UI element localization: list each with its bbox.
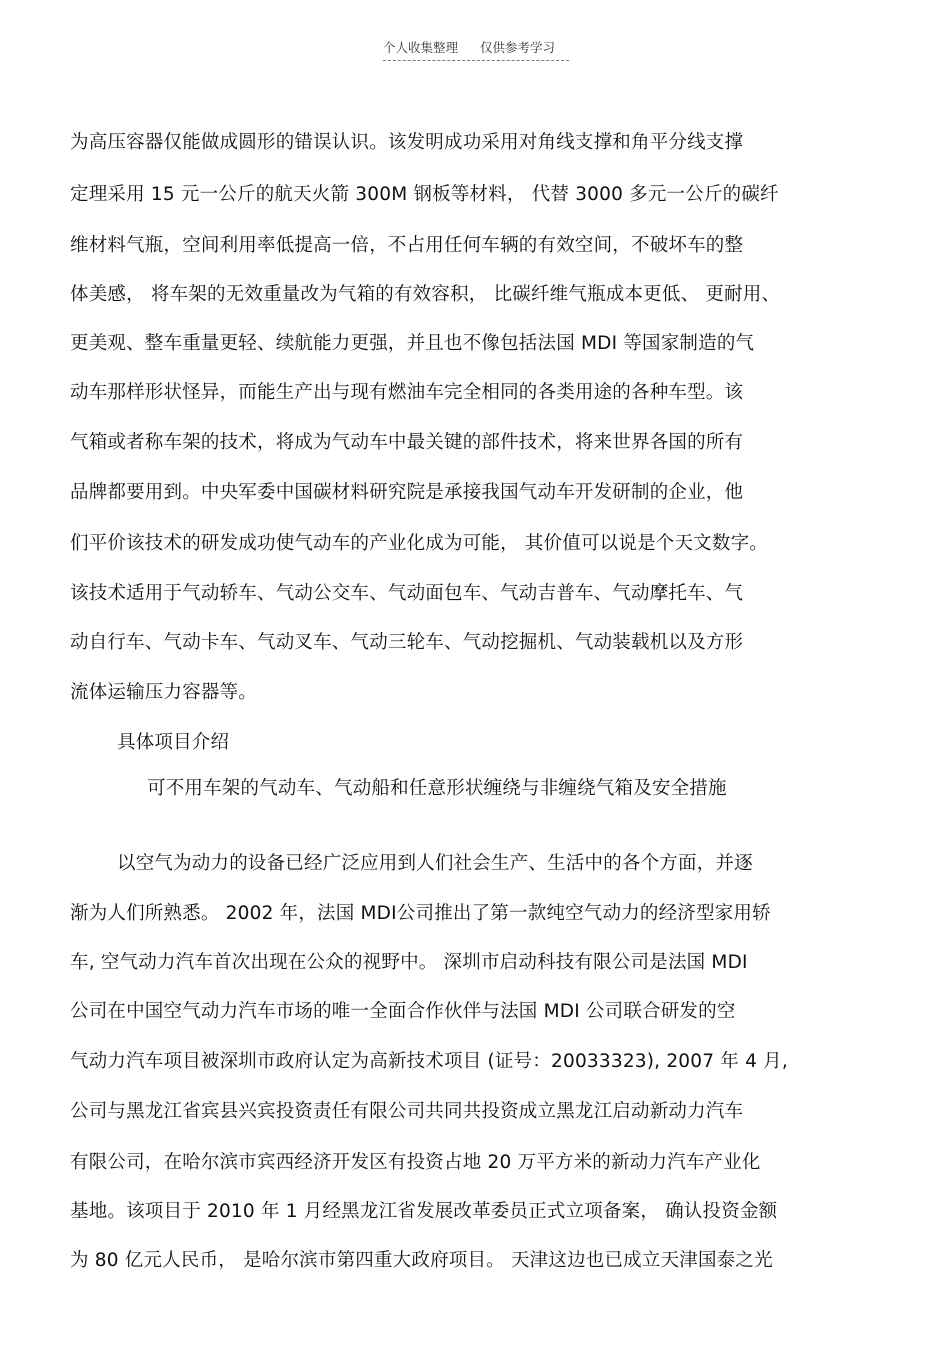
section-subheading: 可不用车架的气动车、气动船和任意形状缠绕与非缠绕气箱及安全措施 — [147, 778, 727, 799]
body-line: 们平价该技术的研发成功使气动车的产业化成为可能， 其价值可以说是个天文数字。 — [70, 533, 768, 554]
body2-line: 以空气为动力的设备已经广泛应用到人们社会生产、生活中的各个方面，并逐 — [117, 853, 753, 874]
body-line: 流体运输压力容器等。 — [70, 682, 258, 703]
body-line: 气箱或者称车架的技术，将成为气动车中最关键的部件技术，将来世界各国的所有 — [70, 432, 744, 453]
body-line: 体美感， 将车架的无效重量改为气箱的有效容积， 比碳纤维气瓶成本更低、 更耐用、 — [70, 284, 781, 305]
body2-line: 渐为人们所熟悉。 2002 年，法国 MDI公司推出了第一款纯空气动力的经济型家用轿 — [70, 903, 771, 924]
body-line: 该技术适用于气动轿车、气动公交车、气动面包车、气动吉普车、气动摩托车、气 — [70, 583, 744, 604]
header-left-text: 个人收集整理 — [383, 40, 459, 55]
body-line: 动车那样形状怪异，而能生产出与现有燃油车完全相同的各类用途的各种车型。该 — [70, 382, 744, 403]
page-header — [383, 38, 569, 61]
body-line: 更美观、整车重量更轻、续航能力更强，并且也不像包括法国 MDI 等国家制造的气 — [70, 333, 755, 354]
section-heading: 具体项目介绍 — [117, 732, 230, 753]
body2-line: 基地。该项目于 2010 年 1 月经黑龙江省发展改革委员正式立项备案， 确认投资金额 — [70, 1201, 778, 1222]
body2-line: 为 80 亿元人民币， 是哈尔滨市第四重大政府项目。 天津这边也已成立天津国泰之光 — [70, 1250, 773, 1271]
body2-line: 车, 空气动力汽车首次出现在公众的视野中。 深圳市启动科技有限公司是法国 MDI — [70, 952, 748, 973]
body2-line: 有限公司，在哈尔滨市宾西经济开发区有投资占地 20 万平方米的新动力汽车产业化 — [70, 1152, 761, 1173]
body2-line: 公司在中国空气动力汽车市场的唯一全面合作伙伴与法国 MDI 公司联合研发的空 — [70, 1001, 736, 1022]
body2-line: 气动力汽车项目被深圳市政府认定为高新技术项目 (证号：20033323), 2007 年 4 月, — [70, 1051, 788, 1072]
body-line: 为高压容器仅能做成圆形的错误认识。该发明成功采用对角线支撑和角平分线支撑 — [70, 132, 744, 153]
body-line: 维材料气瓶，空间利用率低提高一倍，不占用任何车辆的有效空间，不破坏车的整 — [70, 235, 744, 256]
body-line: 品牌都要用到。中央军委中国碳材料研究院是承接我国气动车开发研制的企业，他 — [70, 482, 744, 503]
body-line: 定理采用 15 元一公斤的航天火箭 300M 钢板等材料， 代替 3000 多元一公斤的碳纤 — [70, 184, 779, 205]
body2-line: 公司与黑龙江省宾县兴宾投资责任有限公司共同共投资成立黑龙江启动新动力汽车 — [70, 1101, 744, 1122]
header-right-text: 仅供参考学习 — [480, 40, 556, 55]
body-line: 动自行车、气动卡车、气动叉车、气动三轮车、气动挖掘机、气动装载机以及方形 — [70, 632, 744, 653]
